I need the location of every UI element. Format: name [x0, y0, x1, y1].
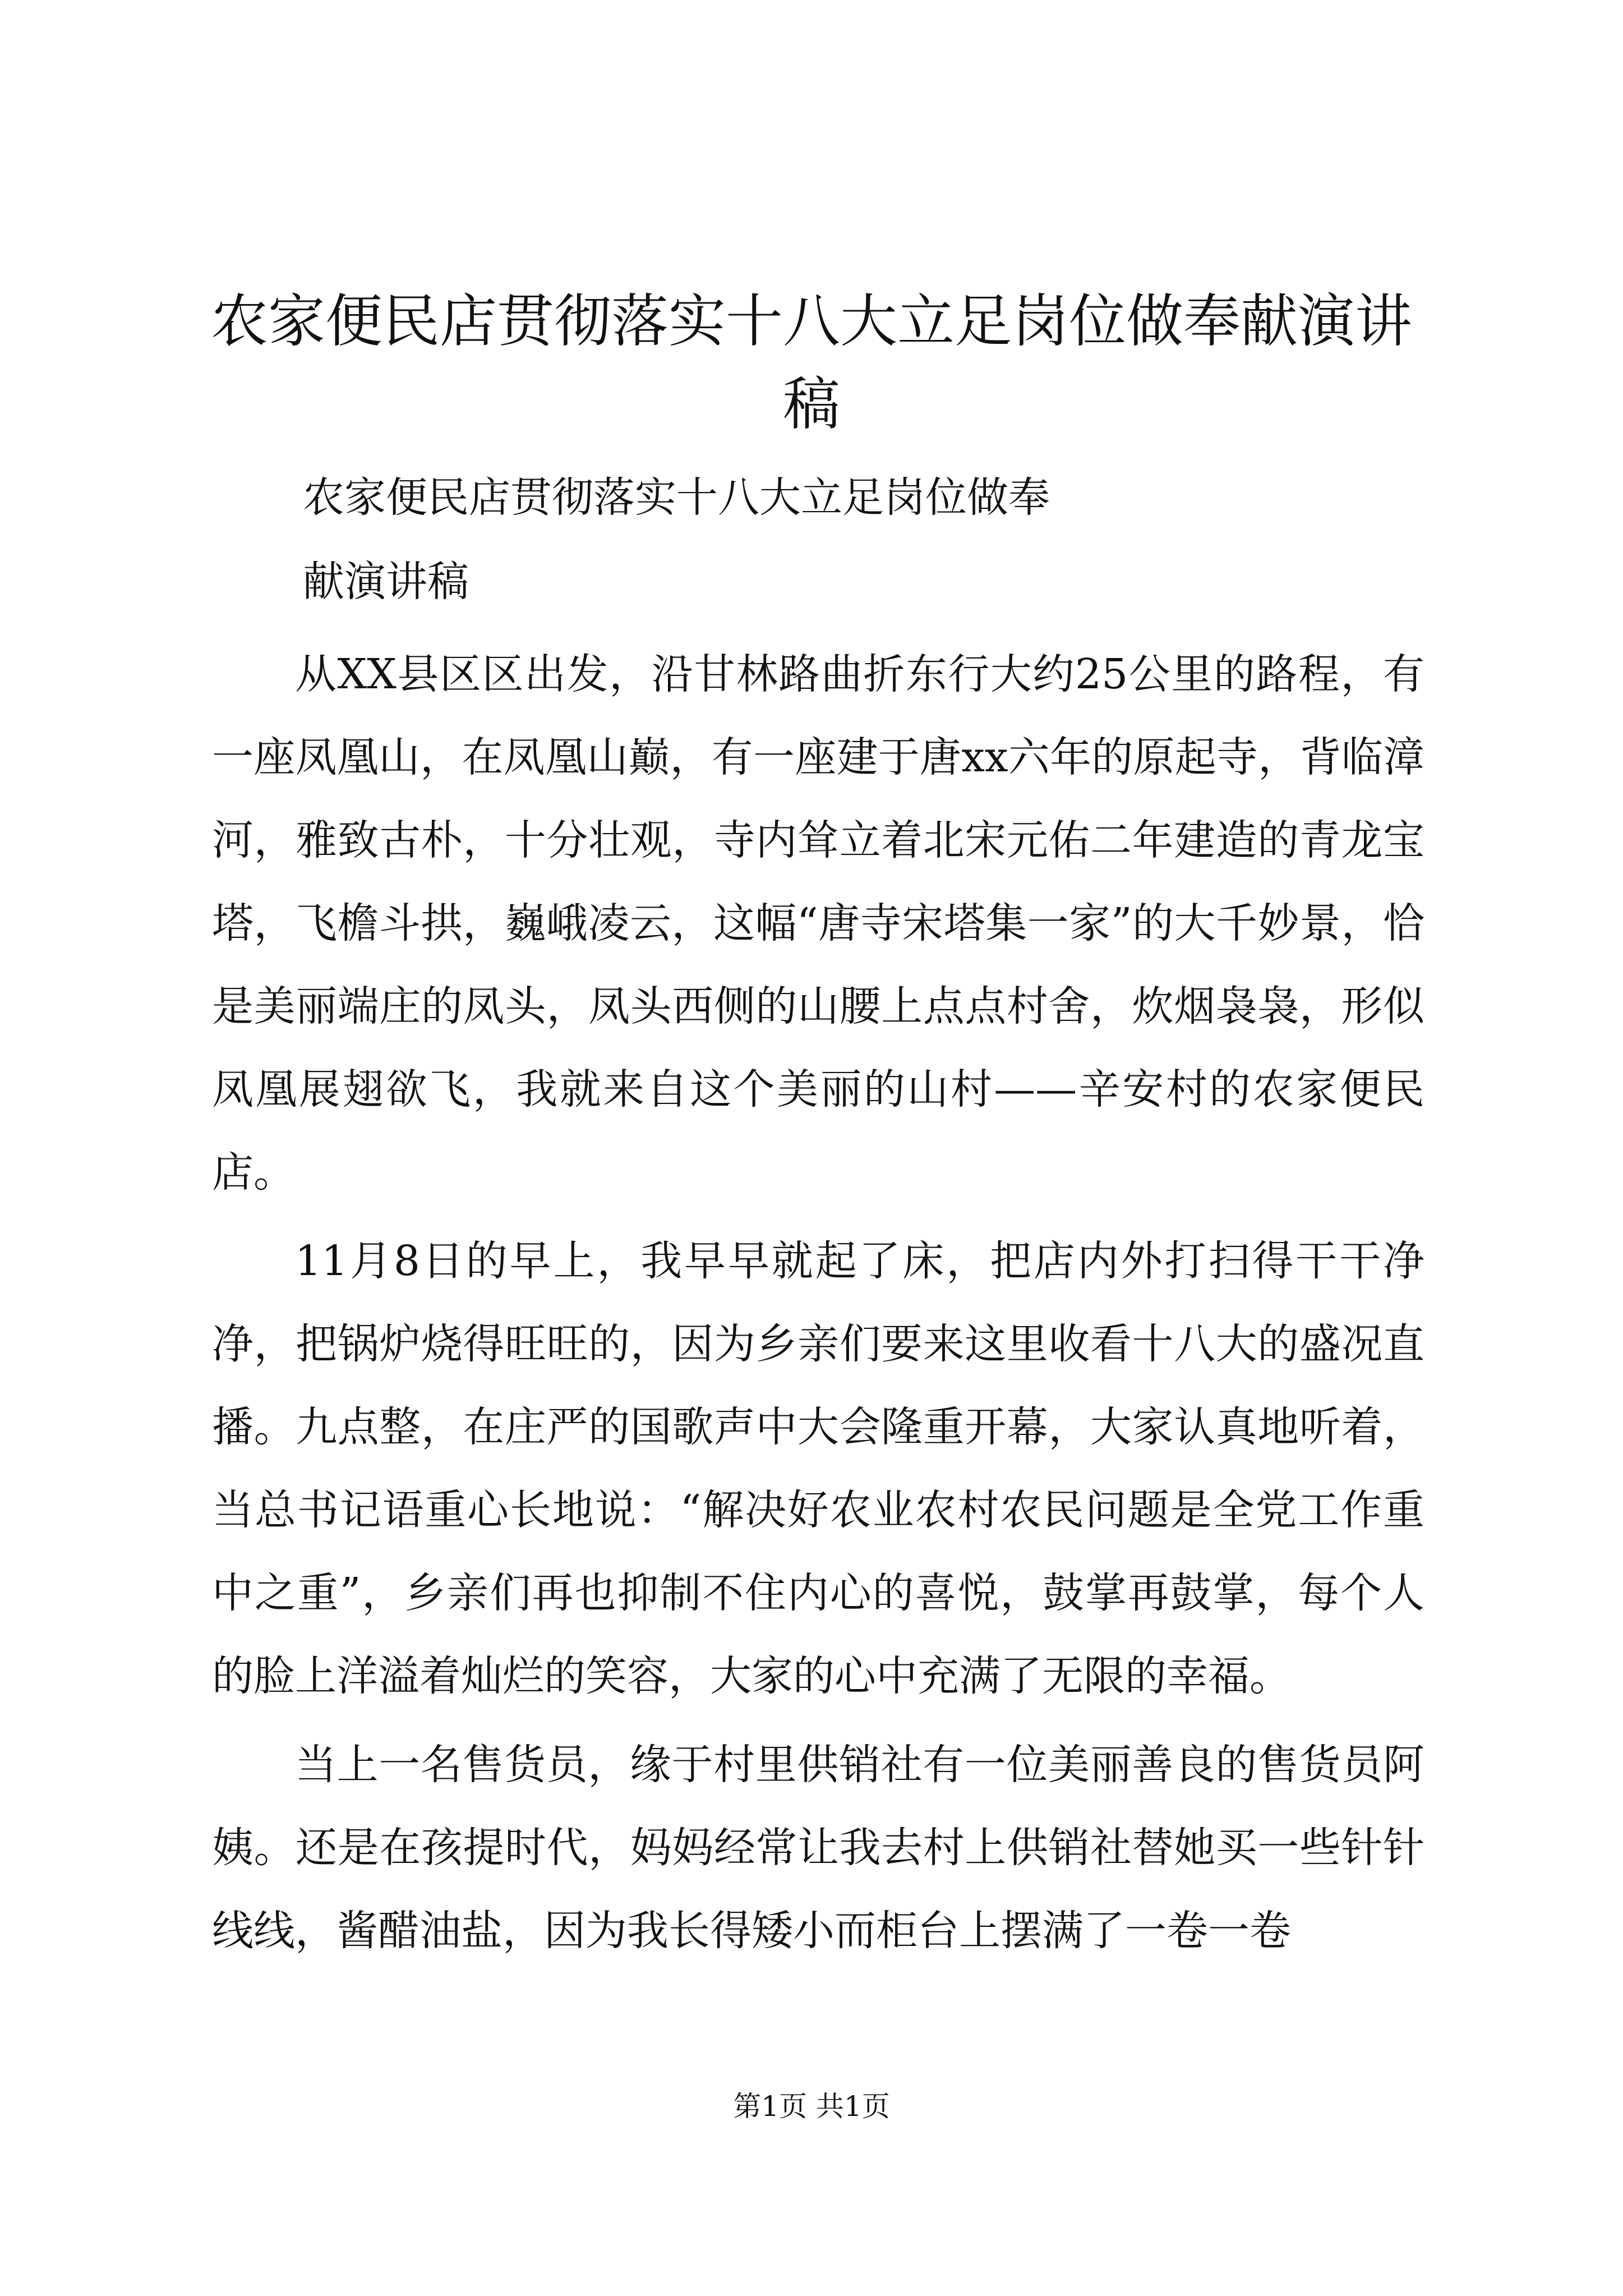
body-paragraph-3: 当上一名售货员，缘于村里供销社有一位美丽善良的售货员阿姨。还是在孩提时代，妈妈经常让我去村上供销社替她买一些针针线线，酱醋油盐，因为我长得矮小而柜台上摆满了一卷一卷	[212, 1741, 1424, 1955]
document-title: 农家便民店贯彻落实十八大立足岗位做奉献演讲稿	[211, 288, 1412, 438]
body-paragraph-1: 从XX县区区出发，沿甘林路曲折东行大约25公里的路程，有一座凤凰山，在凤凰山巅，有一座建于唐xx六年的原起寺，背临漳河，雅致古朴，十分壮观，寺内耸立着北宋元佑二年建造的青龙宝塔，飞檐斗拱，巍峨凌云，这幅“唐寺宋塔集一家”的大千妙景，恰是美丽端庄的凤头，凤头西侧的山腰上点点村舍，炊烟袅袅，形似凤凰展翅欲飞，我就来自这个美丽的山村——辛安村的农家便民店。	[212, 650, 1424, 1197]
body-paragraph-2: 11月8日的早上，我早早就起了床，把店内外打扫得干干净净，把锅炉烧得旺旺的，因为乡亲们要来这里收看十八大的盛况直播。九点整，在庄严的国歌声中大会隆重开幕，大家认真地听着，当总书记语重心长地说：“解决好农业农村农民问题是全党工作重中之重”，乡亲们再也抑制不住内心的喜悦，鼓掌再鼓掌，每个人的脸上洋溢着灿烂的笑容，大家的心中充满了无限的幸福。	[212, 1237, 1424, 1700]
page-footer: 第1页 共1页	[733, 2090, 890, 2123]
subtitle-line-1: 农家便民店贯彻落实十八大立足岗位做奉	[303, 473, 1050, 522]
document-body	[212, 633, 1424, 1978]
subtitle-line-2: 献演讲稿	[303, 558, 469, 606]
